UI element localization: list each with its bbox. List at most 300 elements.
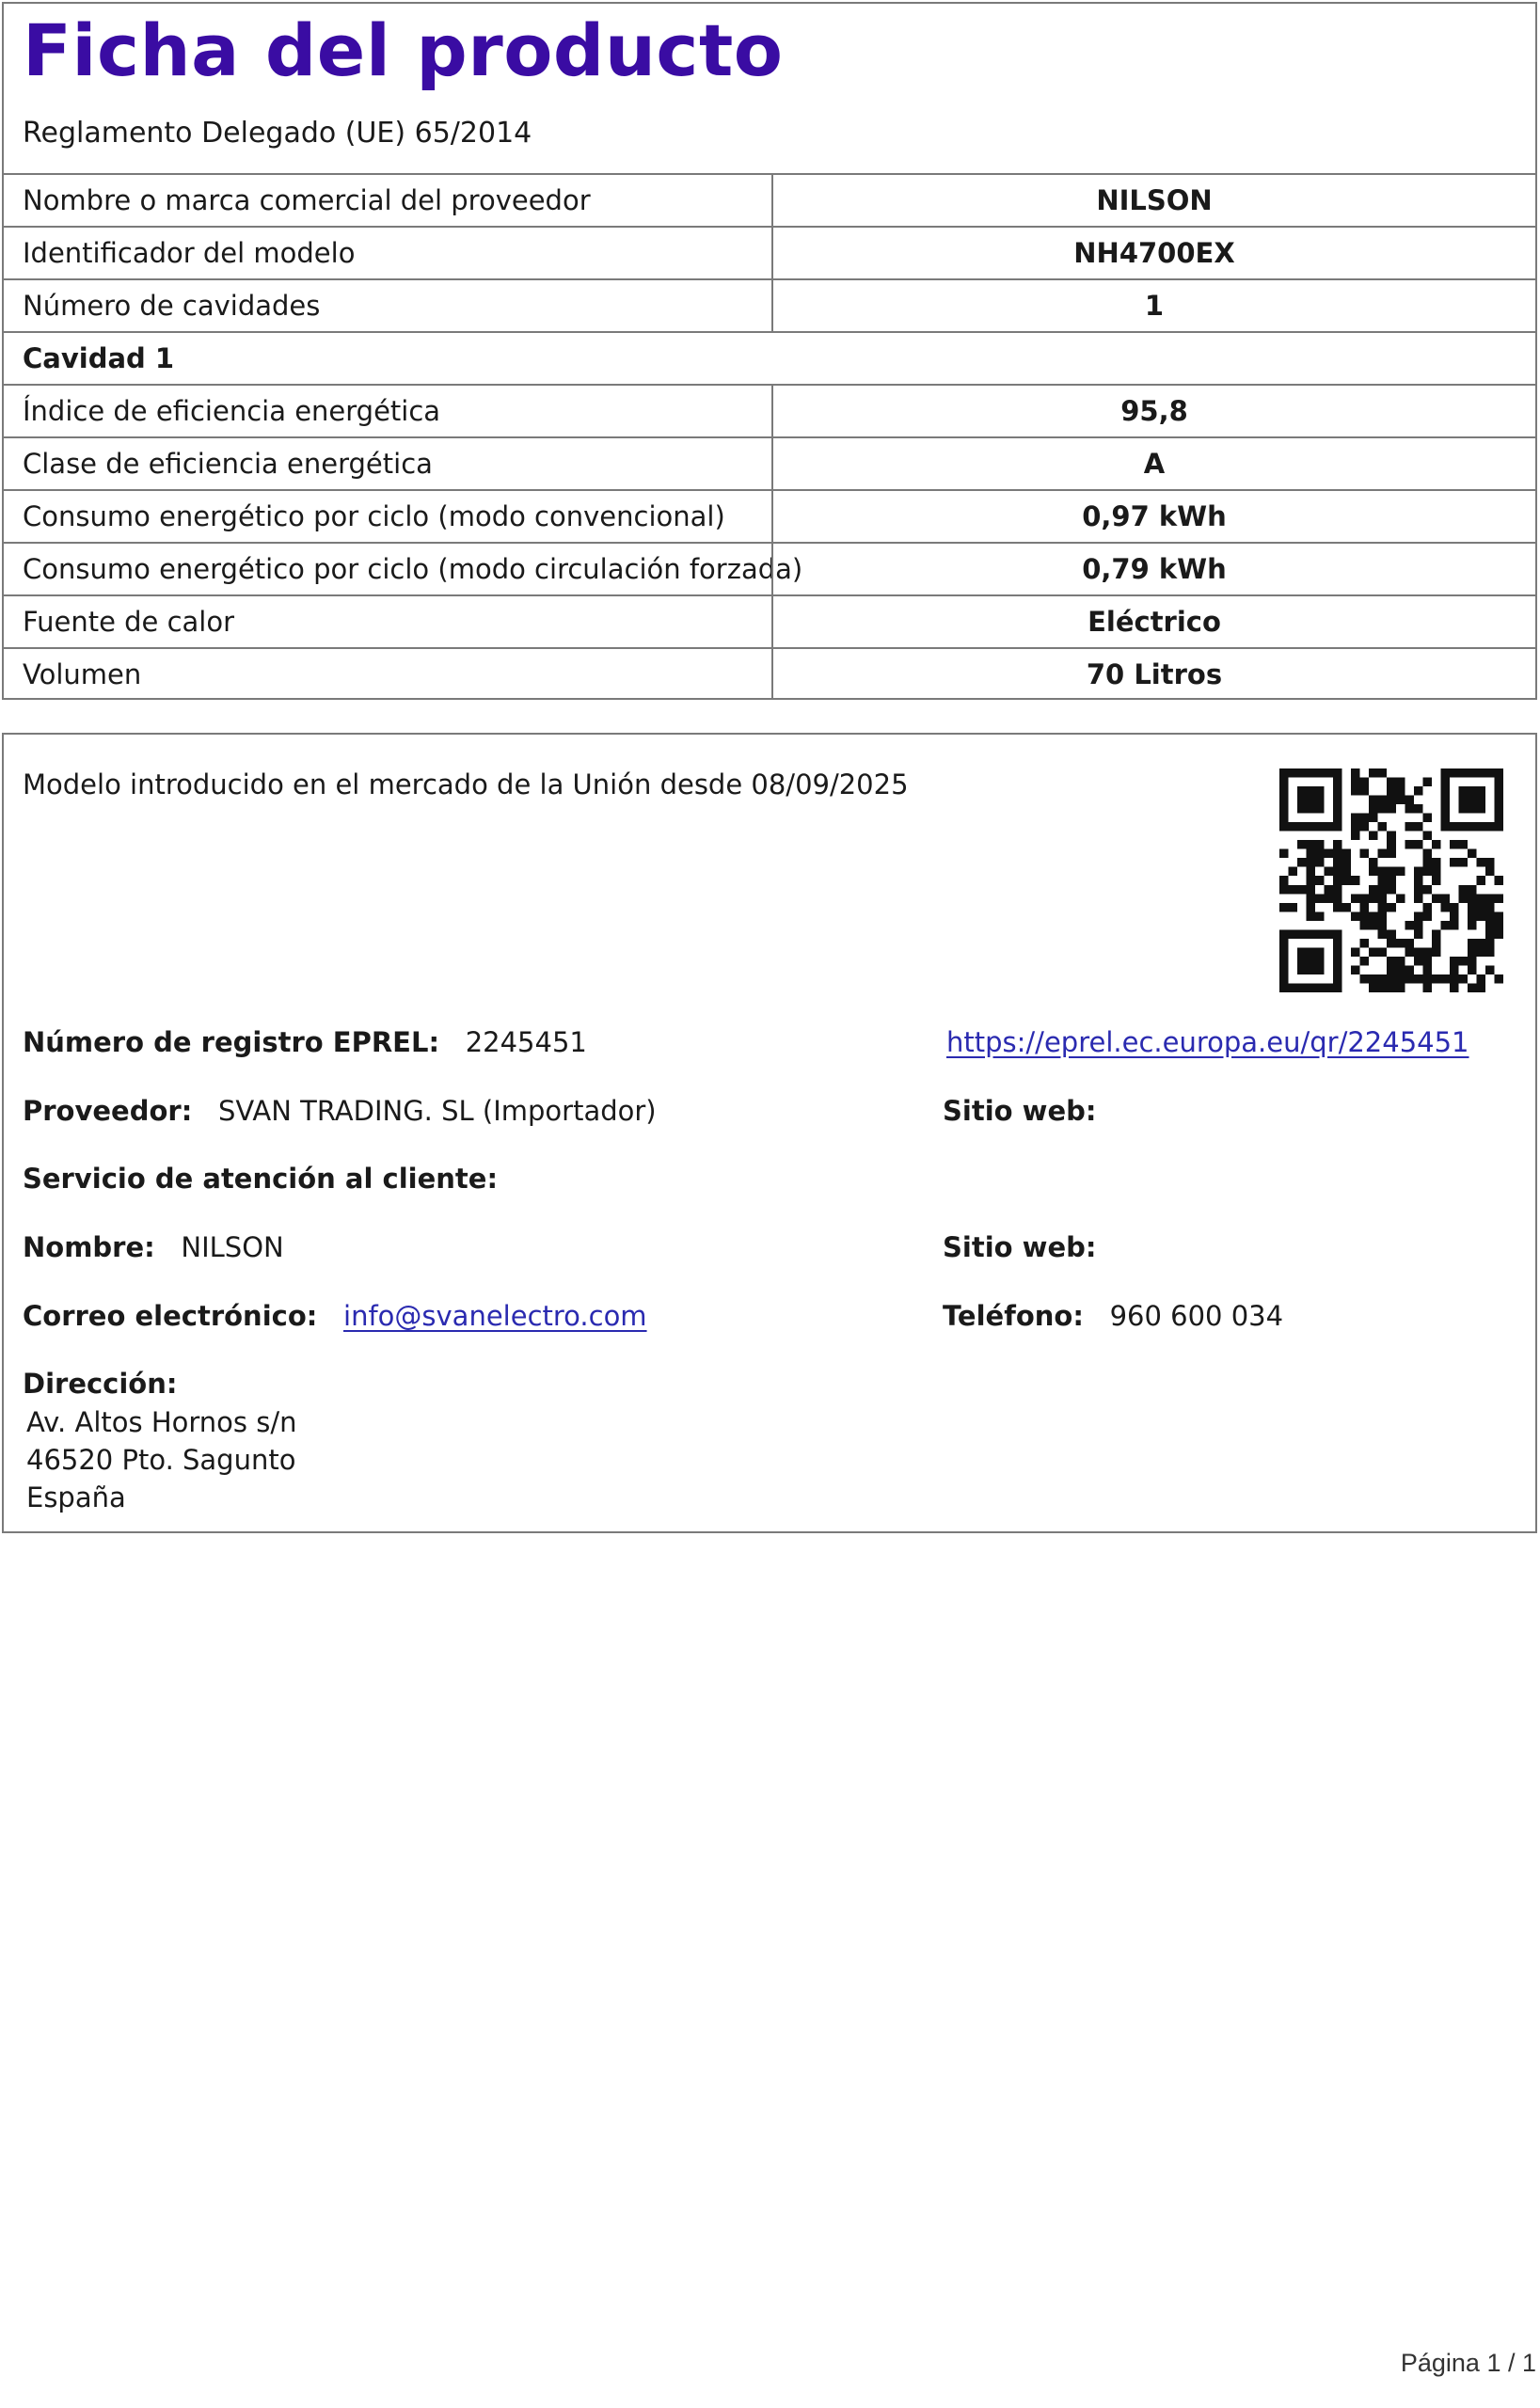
- qr-module: [1333, 947, 1342, 957]
- qr-module: [1405, 822, 1414, 832]
- table-row: [4, 278, 1535, 331]
- qr-module: [1405, 947, 1414, 957]
- qr-module: [1289, 867, 1298, 877]
- address-label: Dirección:: [23, 1368, 178, 1400]
- qr-module: [1432, 840, 1441, 849]
- customer-service-heading: Servicio de atención al cliente:: [23, 1163, 499, 1195]
- qr-module: [1315, 849, 1325, 859]
- qr-module: [1387, 778, 1396, 787]
- qr-module: [1369, 974, 1378, 984]
- table-row: [4, 489, 1535, 542]
- qr-module: [1422, 867, 1432, 877]
- table-row: [4, 594, 1535, 647]
- qr-module: [1458, 840, 1468, 849]
- qr-module: [1494, 921, 1503, 930]
- qr-module: [1485, 921, 1495, 930]
- qr-module: [1342, 849, 1352, 859]
- qr-module: [1476, 858, 1485, 867]
- qr-module: [1485, 947, 1495, 957]
- qr-module: [1468, 796, 1477, 805]
- qr-module: [1315, 804, 1325, 814]
- qr-module: [1422, 814, 1432, 823]
- eprel-number: 2245451: [465, 1026, 587, 1058]
- qr-module: [1387, 849, 1396, 859]
- eprel-label: Número de registro EPREL:: [23, 1026, 440, 1058]
- qr-module: [1387, 974, 1396, 984]
- market-date-text: Modelo introducido en el mercado de la Unión desde 08/09/2025: [23, 768, 909, 800]
- qr-module: [1333, 894, 1342, 903]
- qr-module: [1297, 858, 1307, 867]
- qr-module: [1378, 947, 1388, 957]
- qr-module: [1369, 768, 1378, 778]
- qr-module: [1485, 929, 1495, 939]
- qr-module: [1396, 965, 1405, 974]
- qr-module: [1440, 786, 1450, 796]
- qr-module: [1342, 858, 1352, 867]
- qr-module: [1297, 822, 1307, 832]
- qr-module: [1315, 983, 1325, 992]
- qr-module: [1279, 778, 1289, 787]
- qr-module: [1396, 786, 1405, 796]
- qr-module: [1414, 876, 1423, 885]
- qr-module: [1279, 974, 1289, 984]
- qr-module: [1307, 885, 1316, 895]
- qr-module: [1476, 822, 1485, 832]
- qr-module: [1333, 796, 1342, 805]
- qr-module: [1468, 822, 1477, 832]
- qr-module: [1414, 822, 1423, 832]
- qr-module: [1289, 885, 1298, 895]
- qr-module: [1360, 957, 1370, 966]
- qr-module: [1369, 983, 1378, 992]
- section-label: Cavidad 1: [23, 342, 175, 374]
- qr-module: [1396, 778, 1405, 787]
- website-label: Sitio web:: [943, 1095, 1097, 1127]
- qr-module: [1333, 957, 1342, 966]
- qr-module: [1297, 957, 1307, 966]
- qr-module: [1378, 894, 1388, 903]
- qr-module: [1378, 867, 1388, 877]
- qr-module: [1351, 786, 1360, 796]
- qr-module: [1351, 876, 1360, 885]
- qr-module: [1440, 974, 1450, 984]
- eprel-line: [23, 1024, 587, 1060]
- phone-number: 960 600 034: [1109, 1300, 1284, 1332]
- qr-module: [1325, 822, 1334, 832]
- qr-module: [1297, 929, 1307, 939]
- qr-module: [1396, 983, 1405, 992]
- address-line: 46520 Pto. Sagunto: [26, 1444, 296, 1476]
- qr-module: [1378, 911, 1388, 921]
- qr-module: [1387, 786, 1396, 796]
- qr-module: [1494, 786, 1503, 796]
- qr-module: [1387, 832, 1396, 841]
- qr-module: [1333, 929, 1342, 939]
- qr-module: [1360, 786, 1370, 796]
- qr-module: [1387, 939, 1396, 948]
- qr-module: [1315, 786, 1325, 796]
- qr-module: [1450, 768, 1459, 778]
- supplier-label: Proveedor:: [23, 1095, 193, 1127]
- qr-module: [1440, 804, 1450, 814]
- qr-module: [1387, 840, 1396, 849]
- qr-module: [1485, 858, 1495, 867]
- row-label: Volumen: [23, 658, 142, 690]
- qr-module: [1476, 947, 1485, 957]
- qr-module: [1485, 768, 1495, 778]
- qr-module: [1279, 822, 1289, 832]
- qr-module: [1440, 768, 1450, 778]
- qr-module: [1450, 921, 1459, 930]
- qr-module: [1333, 840, 1342, 849]
- qr-module: [1468, 885, 1477, 895]
- qr-module: [1387, 965, 1396, 974]
- qr-module: [1405, 796, 1414, 805]
- qr-module: [1458, 894, 1468, 903]
- qr-module: [1360, 921, 1370, 930]
- qr-module: [1494, 876, 1503, 885]
- qr-module: [1450, 903, 1459, 912]
- qr-module: [1369, 858, 1378, 867]
- qr-module: [1494, 768, 1503, 778]
- qr-module: [1414, 885, 1423, 895]
- qr-module: [1378, 929, 1388, 939]
- qr-module: [1369, 867, 1378, 877]
- qr-module: [1414, 947, 1423, 957]
- qr-module: [1476, 786, 1485, 796]
- qr-module: [1396, 867, 1405, 877]
- qr-module: [1315, 911, 1325, 921]
- qr-module: [1315, 768, 1325, 778]
- qr-module: [1494, 778, 1503, 787]
- qr-module: [1325, 894, 1334, 903]
- qr-module: [1468, 957, 1477, 966]
- qr-module: [1307, 903, 1316, 912]
- qr-module: [1494, 796, 1503, 805]
- qr-module: [1440, 921, 1450, 930]
- phone-label: Teléfono:: [943, 1300, 1084, 1332]
- qr-module: [1405, 939, 1414, 948]
- qr-module: [1279, 849, 1289, 859]
- qr-module: [1351, 814, 1360, 823]
- qr-module: [1289, 983, 1298, 992]
- qr-module: [1378, 796, 1388, 805]
- qr-module: [1396, 796, 1405, 805]
- qr-code-icon[interactable]: [1279, 768, 1503, 992]
- qr-module: [1476, 911, 1485, 921]
- qr-module: [1333, 814, 1342, 823]
- qr-module: [1315, 965, 1325, 974]
- qr-module: [1279, 903, 1289, 912]
- qr-module: [1414, 974, 1423, 984]
- row-value: 70 Litros: [771, 649, 1535, 700]
- row-label: Índice de eficiencia energética: [23, 395, 441, 427]
- qr-module: [1485, 965, 1495, 974]
- qr-module: [1458, 822, 1468, 832]
- qr-module: [1387, 929, 1396, 939]
- qr-module: [1315, 894, 1325, 903]
- qr-module: [1468, 911, 1477, 921]
- qr-module: [1360, 778, 1370, 787]
- qr-module: [1315, 957, 1325, 966]
- supplier-info-panel: [2, 733, 1537, 1533]
- qr-module: [1396, 939, 1405, 948]
- qr-module: [1422, 778, 1432, 787]
- qr-module: [1325, 929, 1334, 939]
- qr-module: [1422, 947, 1432, 957]
- qr-module: [1279, 814, 1289, 823]
- qr-module: [1476, 894, 1485, 903]
- qr-module: [1458, 768, 1468, 778]
- qr-module: [1458, 804, 1468, 814]
- qr-module: [1289, 929, 1298, 939]
- qr-module: [1297, 885, 1307, 895]
- qr-module: [1485, 894, 1495, 903]
- row-label: Número de cavidades: [23, 290, 321, 322]
- qr-module: [1458, 885, 1468, 895]
- qr-module: [1315, 929, 1325, 939]
- qr-module: [1450, 974, 1459, 984]
- qr-module: [1307, 867, 1316, 877]
- qr-module: [1369, 796, 1378, 805]
- qr-module: [1279, 796, 1289, 805]
- qr-module: [1468, 849, 1477, 859]
- table-row: [4, 647, 1535, 700]
- product-sheet: [2, 2, 1537, 700]
- qr-module: [1378, 903, 1388, 912]
- qr-module: [1432, 939, 1441, 948]
- qr-module: [1360, 903, 1370, 912]
- qr-module: [1307, 786, 1316, 796]
- row-label: Clase de eficiencia energética: [23, 448, 433, 480]
- qr-module: [1297, 796, 1307, 805]
- email-label: Correo electrónico:: [23, 1300, 318, 1332]
- qr-module: [1476, 903, 1485, 912]
- qr-module: [1333, 778, 1342, 787]
- qr-module: [1440, 822, 1450, 832]
- table-section-row: [4, 331, 1535, 384]
- table-row: [4, 173, 1535, 226]
- qr-module: [1396, 957, 1405, 966]
- qr-module: [1476, 974, 1485, 984]
- qr-module: [1279, 947, 1289, 957]
- qr-module: [1432, 876, 1441, 885]
- qr-module: [1360, 939, 1370, 948]
- qr-module: [1325, 849, 1334, 859]
- page-title: Ficha del producto: [23, 8, 784, 92]
- qr-module: [1414, 867, 1423, 877]
- qr-module: [1414, 921, 1423, 930]
- qr-module: [1387, 867, 1396, 877]
- qr-module: [1450, 840, 1459, 849]
- website-label-2: Sitio web:: [943, 1231, 1097, 1263]
- qr-module: [1307, 840, 1316, 849]
- qr-module: [1422, 885, 1432, 895]
- qr-module: [1414, 840, 1423, 849]
- page-number: Página 1 / 1: [1400, 2349, 1536, 2377]
- table-row: [4, 542, 1535, 594]
- qr-module: [1279, 786, 1289, 796]
- qr-module: [1307, 929, 1316, 939]
- row-value: 0,79 kWh: [771, 544, 1535, 594]
- eprel-link[interactable]: https://eprel.ec.europa.eu/qr/2245451: [946, 1026, 1469, 1058]
- qr-module: [1422, 903, 1432, 912]
- qr-module: [1351, 965, 1360, 974]
- qr-module: [1494, 894, 1503, 903]
- qr-module: [1440, 778, 1450, 787]
- qr-module: [1360, 894, 1370, 903]
- qr-module: [1369, 814, 1378, 823]
- qr-module: [1279, 957, 1289, 966]
- qr-module: [1297, 947, 1307, 957]
- qr-module: [1369, 832, 1378, 841]
- qr-module: [1351, 911, 1360, 921]
- qr-module: [1333, 983, 1342, 992]
- qr-module: [1387, 957, 1396, 966]
- qr-module: [1476, 768, 1485, 778]
- qr-module: [1440, 903, 1450, 912]
- qr-module: [1432, 974, 1441, 984]
- qr-module: [1414, 894, 1423, 903]
- qr-module: [1450, 822, 1459, 832]
- row-label: Consumo energético por ciclo (modo convencional): [23, 500, 725, 532]
- table-row: [4, 226, 1535, 278]
- qr-module: [1458, 786, 1468, 796]
- qr-module: [1468, 768, 1477, 778]
- name-label: Nombre:: [23, 1231, 155, 1263]
- qr-module: [1342, 867, 1352, 877]
- qr-module: [1450, 858, 1459, 867]
- qr-module: [1333, 858, 1342, 867]
- qr-module: [1468, 804, 1477, 814]
- qr-module: [1325, 983, 1334, 992]
- qr-module: [1468, 786, 1477, 796]
- qr-module: [1494, 814, 1503, 823]
- qr-module: [1369, 804, 1378, 814]
- qr-module: [1387, 796, 1396, 805]
- qr-module: [1369, 947, 1378, 957]
- address-block: [26, 1403, 297, 1516]
- qr-module: [1458, 858, 1468, 867]
- qr-module: [1378, 822, 1388, 832]
- qr-module: [1414, 804, 1423, 814]
- qr-module: [1458, 974, 1468, 984]
- row-value: Eléctrico: [771, 596, 1535, 647]
- qr-module: [1414, 911, 1423, 921]
- qr-module: [1351, 778, 1360, 787]
- qr-module: [1485, 911, 1495, 921]
- row-value: 95,8: [771, 386, 1535, 436]
- qr-module: [1289, 903, 1298, 912]
- qr-module: [1450, 983, 1459, 992]
- qr-module: [1485, 903, 1495, 912]
- qr-module: [1307, 965, 1316, 974]
- qr-module: [1387, 804, 1396, 814]
- qr-module: [1494, 804, 1503, 814]
- qr-module: [1279, 965, 1289, 974]
- qr-module: [1494, 822, 1503, 832]
- qr-module: [1387, 885, 1396, 895]
- qr-module: [1422, 832, 1432, 841]
- qr-module: [1351, 894, 1360, 903]
- row-value: NILSON: [771, 175, 1535, 226]
- qr-module: [1405, 921, 1414, 930]
- qr-module: [1333, 903, 1342, 912]
- qr-module: [1333, 822, 1342, 832]
- qr-module: [1307, 796, 1316, 805]
- row-label: Nombre o marca comercial del proveedor: [23, 184, 591, 216]
- qr-module: [1333, 965, 1342, 974]
- qr-module: [1468, 939, 1477, 948]
- qr-module: [1360, 849, 1370, 859]
- qr-module: [1315, 858, 1325, 867]
- qr-module: [1396, 974, 1405, 984]
- qr-module: [1422, 858, 1432, 867]
- qr-module: [1432, 929, 1441, 939]
- qr-module: [1333, 804, 1342, 814]
- supplier-name: SVAN TRADING. SL (Importador): [217, 1095, 657, 1127]
- qr-module: [1297, 768, 1307, 778]
- row-value: A: [771, 438, 1535, 489]
- table-row: [4, 436, 1535, 489]
- email-line: [23, 1298, 647, 1334]
- qr-module: [1387, 983, 1396, 992]
- qr-module: [1440, 796, 1450, 805]
- qr-module: [1378, 921, 1388, 930]
- row-label: Identificador del modelo: [23, 237, 356, 269]
- qr-module: [1279, 804, 1289, 814]
- qr-module: [1333, 786, 1342, 796]
- qr-module: [1369, 885, 1378, 895]
- qr-module: [1325, 885, 1334, 895]
- qr-module: [1360, 974, 1370, 984]
- qr-module: [1458, 957, 1468, 966]
- qr-module: [1378, 768, 1388, 778]
- qr-module: [1378, 885, 1388, 895]
- qr-module: [1378, 983, 1388, 992]
- qr-module: [1360, 822, 1370, 832]
- qr-module: [1315, 822, 1325, 832]
- qr-module: [1297, 983, 1307, 992]
- qr-module: [1494, 911, 1503, 921]
- email-link[interactable]: info@svanelectro.com: [343, 1300, 647, 1332]
- qr-module: [1414, 957, 1423, 966]
- qr-module: [1333, 876, 1342, 885]
- row-value: 0,97 kWh: [771, 491, 1535, 542]
- qr-module: [1351, 947, 1360, 957]
- row-label: Fuente de calor: [23, 606, 235, 638]
- service-name-line: [23, 1229, 284, 1265]
- qr-module: [1297, 786, 1307, 796]
- row-value: NH4700EX: [771, 228, 1535, 278]
- qr-module: [1405, 840, 1414, 849]
- qr-module: [1333, 885, 1342, 895]
- qr-module: [1494, 929, 1503, 939]
- qr-module: [1468, 965, 1477, 974]
- qr-module: [1440, 814, 1450, 823]
- qr-module: [1333, 768, 1342, 778]
- qr-module: [1414, 786, 1423, 796]
- qr-module: [1396, 894, 1405, 903]
- row-label: Consumo energético por ciclo (modo circulación forzada): [23, 553, 803, 585]
- qr-module: [1378, 849, 1388, 859]
- qr-module: [1458, 796, 1468, 805]
- qr-module: [1333, 974, 1342, 984]
- qr-module: [1289, 822, 1298, 832]
- qr-module: [1378, 974, 1388, 984]
- qr-module: [1307, 911, 1316, 921]
- qr-module: [1279, 768, 1289, 778]
